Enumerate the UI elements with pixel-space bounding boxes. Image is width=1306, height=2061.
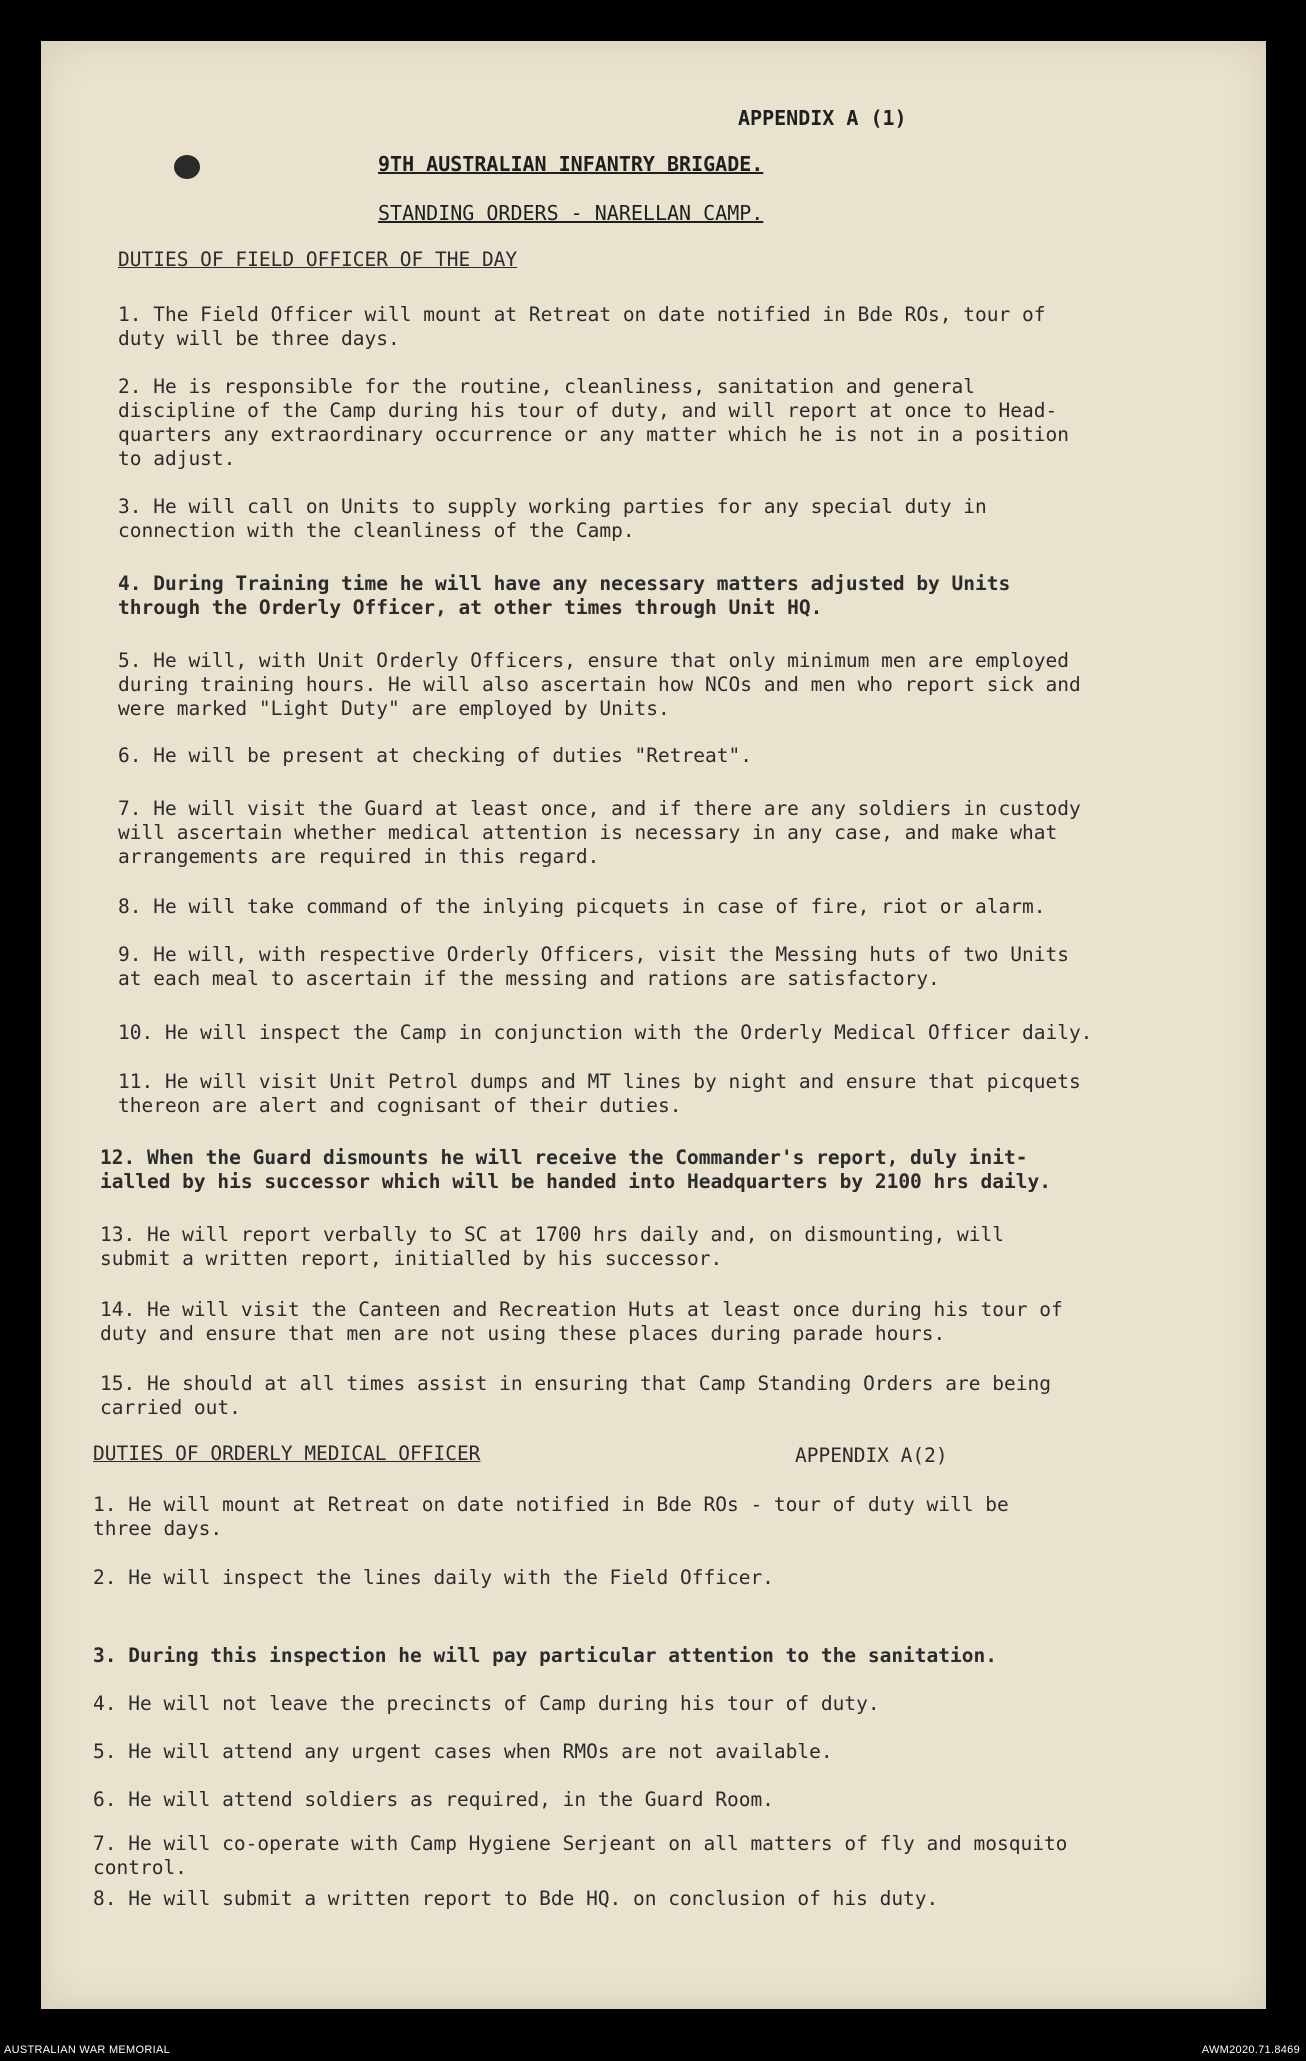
field-officer-item-7: 7. He will visit the Guard at least once, and if there are any soldiers in custody will ascertain whether medical attention is necessary in any case, and make what arrangements are required in this regard. (118, 797, 1081, 868)
field-officer-item-8: 8. He will take command of the inlying picquets in case of fire, riot or alarm. (118, 895, 1046, 918)
field-officer-item-5: 5. He will, with Unit Orderly Officers, ensure that only minimum men are employed during training hours. He will also ascertain how NCOs and men who report sick and were marked "Light Duty" are employed by Units. (118, 649, 1081, 720)
medical-officer-item-8: 8. He will submit a written report to Bde HQ. on conclusion of his duty. (93, 1887, 939, 1910)
medical-officer-item-2: 2. He will inspect the lines daily with the Field Officer. (93, 1566, 774, 1589)
medical-officer-item-4: 4. He will not leave the precincts of Camp during his tour of duty. (93, 1692, 880, 1715)
field-officer-item-2: 2. He is responsible for the routine, cleanliness, sanitation and general discipline of the Camp during his tour of duty, and will report at once to Head- quarters any extraordinary occurrence or any matter which he is not in a position to adjust. (118, 375, 1069, 470)
medical-officer-item-1: 1. He will mount at Retreat on date notified in Bde ROs - tour of duty will be three days. (93, 1493, 1009, 1540)
field-officer-item-6: 6. He will be present at checking of duties "Retreat". (118, 744, 752, 767)
field-officer-item-1: 1. The Field Officer will mount at Retreat on date notified in Bde ROs, tour of duty will be three days. (118, 303, 1046, 350)
section-medical-officer-title: DUTIES OF ORDERLY MEDICAL OFFICER (93, 1442, 481, 1465)
footer-institution: AUSTRALIAN WAR MEMORIAL (4, 2044, 171, 2056)
field-officer-item-3: 3. He will call on Units to supply working parties for any special duty in connection with the cleanliness of the Camp. (118, 495, 987, 542)
brigade-title: 9TH AUSTRALIAN INFANTRY BRIGADE. (378, 152, 764, 176)
field-officer-item-13: 13. He will report verbally to SC at 1700 hrs daily and, on dismounting, will submit a written report, initialled by his successor. (100, 1223, 1004, 1270)
appendix-a2-label: APPENDIX A(2) (795, 1444, 948, 1467)
field-officer-item-14: 14. He will visit the Canteen and Recreation Huts at least once during his tour of duty and ensure that men are not using these places during parade hours. (100, 1298, 1063, 1345)
field-officer-item-12: 12. When the Guard dismounts he will receive the Commander's report, duly init- ialled by his successor which will be handed into Headquarters by 2100 hrs daily. (100, 1146, 1051, 1193)
medical-officer-item-7: 7. He will co-operate with Camp Hygiene Serjeant on all matters of fly and mosquito control. (93, 1832, 1068, 1879)
field-officer-item-15: 15. He should at all times assist in ensuring that Camp Standing Orders are being carried out. (100, 1372, 1051, 1419)
standing-orders-subtitle: STANDING ORDERS - NARELLAN CAMP. (378, 201, 764, 225)
field-officer-item-9: 9. He will, with respective Orderly Officers, visit the Messing huts of two Units at each meal to ascertain if the messing and rations are satisfactory. (118, 943, 1069, 990)
appendix-a1-label: APPENDIX A (1) (738, 106, 907, 130)
punch-hole (174, 155, 200, 179)
field-officer-item-10: 10. He will inspect the Camp in conjunction with the Orderly Medical Officer daily. (118, 1021, 1093, 1044)
field-officer-item-4: 4. During Training time he will have any necessary matters adjusted by Units through the Orderly Officer, at other times through Unit HQ. (118, 572, 1011, 619)
section-field-officer-title: DUTIES OF FIELD OFFICER OF THE DAY (118, 248, 518, 271)
medical-officer-item-3: 3. During this inspection he will pay particular attention to the sanitation. (93, 1644, 997, 1667)
field-officer-item-11: 11. He will visit Unit Petrol dumps and MT lines by night and ensure that picquets thereon are alert and cognisant of their duties. (118, 1070, 1081, 1117)
medical-officer-item-5: 5. He will attend any urgent cases when RMOs are not available. (93, 1740, 833, 1763)
medical-officer-item-6: 6. He will attend soldiers as required, in the Guard Room. (93, 1788, 774, 1811)
footer-accession-number: AWM2020.71.8469 (1201, 2044, 1300, 2056)
